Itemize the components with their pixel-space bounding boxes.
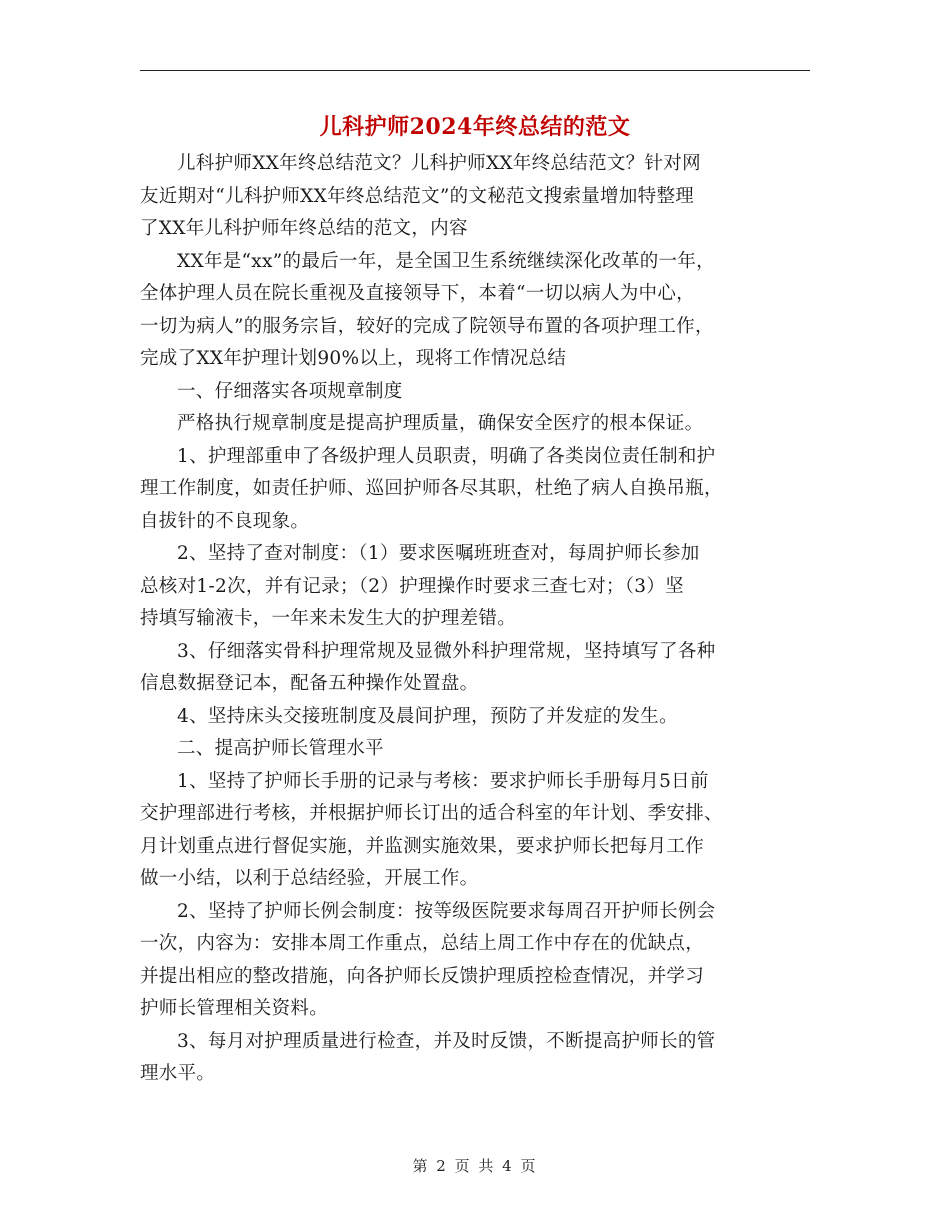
document-body xyxy=(140,148,815,1091)
section-heading-2: 二、提高护师长管理水平 xyxy=(177,738,384,759)
page-number-footer: 第 2 页 共 4 页 xyxy=(412,1157,538,1175)
list-item-2-2: 2、坚持了护师长例会制度：按等级医院要求每周召开护师长例会 一次，内容为：安排本周工作重点，总结上周工作中存在的优缺点， 并提出相应的整改措施，向各护师长反馈护理质控检查情况，并学习 护师长管理相关资料。 xyxy=(140,900,716,1019)
list-item-1-3: 3、仔细落实骨科护理常规及显微外科护理常规，坚持填写了各种 信息数据登记本，配备五种操作处置盘。 xyxy=(140,640,716,694)
header-rule xyxy=(140,70,810,71)
paragraph-intro: 儿科护师XX年终总结范文？儿科护师XX年终总结范文？针对网 友近期对“儿科护师XX年终总结范文”的文秘范文搜索量增加特整理 了XX年儿科护师年终总结的范文，内容 xyxy=(140,153,701,239)
list-item-2-3: 3、每月对护理质量进行检查，并及时反馈，不断提高护师长的管 理水平。 xyxy=(140,1030,716,1084)
section-heading-1: 一、仔细落实各项规章制度 xyxy=(177,380,403,402)
list-item-2-1: 1、坚持了护师长手册的记录与考核：要求护师长手册每月5日前 交护理部进行考核，并根据护师长订出的适合科室的年计划、季安排、 月计划重点进行督促实施，并监测实施效果，要求护师长把每月工作 做一小结，以利于总结经验，开展工作。 xyxy=(140,770,723,889)
paragraph-overview: XX年是“xx”的最后一年，是全国卫生系统继续深化改革的一年， 全体护理人员在院长重视及直接领导下，本着“一切以病人为中心， 一切为病人”的服务宗旨，较好的完成了院领导布置的各项护理工作， 完成了XX年护理计划90%以上，现将工作情况总结 xyxy=(140,250,715,369)
list-item-1-1: 1、护理部重申了各级护理人员职责，明确了各类岗位责任制和护 理工作制度，如责任护师、巡回护师各尽其职，杜绝了病人自换吊瓶， 自拔针的不良现象。 xyxy=(140,445,723,532)
list-item-1-2: 2、坚持了查对制度：（1）要求医嘱班班查对，每周护师长参加 总核对1-2次，并有记录；（2）护理操作时要求三查七对；（3）坚 持填写输液卡，一年来未发生大的护理差错。 xyxy=(140,543,700,629)
list-item-1-4: 4、坚持床头交接班制度及晨间护理，预防了并发症的发生。 xyxy=(177,705,678,727)
paragraph-rules: 严格执行规章制度是提高护理质量，确保安全医疗的根本保证。 xyxy=(177,413,704,434)
document-title: 儿科护师2024年终总结的范文 xyxy=(319,114,631,140)
